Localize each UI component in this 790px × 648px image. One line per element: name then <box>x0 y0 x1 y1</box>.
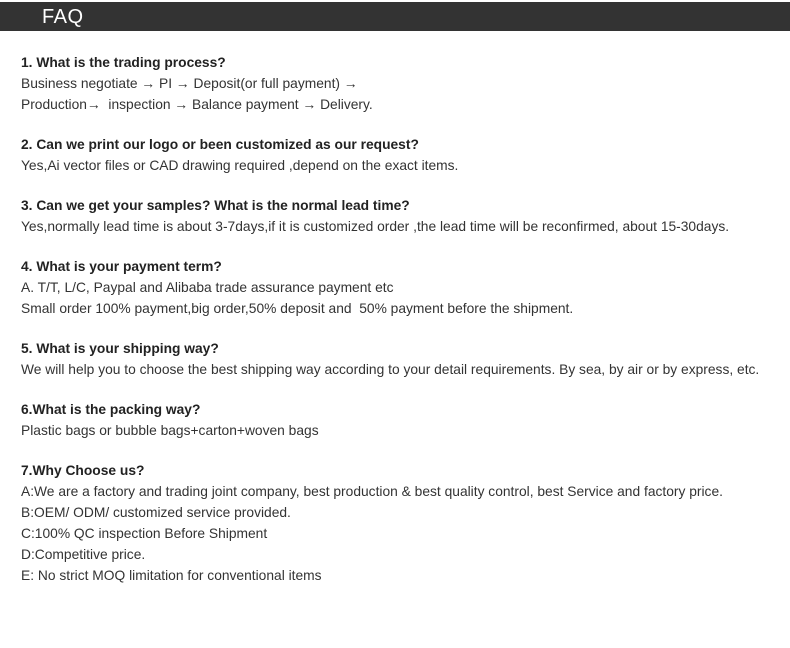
faq-item <box>21 256 786 319</box>
faq-answer-line: Plastic bags or bubble bags+carton+woven bags <box>21 423 319 438</box>
faq-question: 7.Why Choose us? <box>21 463 145 478</box>
faq-answer-line: B:OEM/ ODM/ customized service provided. <box>21 505 291 520</box>
faq-answer-line: A:We are a factory and trading joint company, best production & best quality control, best Service and factory price. <box>21 484 723 499</box>
faq-answer-line: C:100% QC inspection Before Shipment <box>21 526 268 541</box>
faq-question: 5. What is your shipping way? <box>21 341 219 356</box>
faq-answer-line: Yes,Ai vector files or CAD drawing required ,depend on the exact items. <box>21 158 459 173</box>
faq-answer-line: E: No strict MOQ limitation for conventional items <box>21 568 322 583</box>
faq-item <box>21 195 786 237</box>
faq-answer-line: Production→ inspection → Balance payment → Delivery. <box>21 97 373 112</box>
page-title: FAQ <box>42 6 84 28</box>
faq-header-bar <box>0 2 790 31</box>
faq-item <box>21 134 786 176</box>
faq-answer-line: D:Competitive price. <box>21 547 146 562</box>
faq-question: 1. What is the trading process? <box>21 55 226 70</box>
faq-item <box>21 460 786 586</box>
faq-list <box>21 52 786 605</box>
faq-question: 6.What is the packing way? <box>21 402 201 417</box>
faq-question: 2. Can we print our logo or been customized as our request? <box>21 137 419 152</box>
faq-question: 3. Can we get your samples? What is the normal lead time? <box>21 198 410 213</box>
faq-answer-line: A. T/T, L/C, Paypal and Alibaba trade assurance payment etc <box>21 280 394 295</box>
faq-question: 4. What is your payment term? <box>21 259 222 274</box>
faq-item <box>21 52 786 115</box>
faq-answer-line: Yes,normally lead time is about 3-7days,if it is customized order ,the lead time will be reconfirmed, about 15-30days. <box>21 219 730 234</box>
faq-answer-line: Business negotiate → PI → Deposit(or full payment) → <box>21 76 358 91</box>
faq-item <box>21 338 786 380</box>
faq-answer-line: We will help you to choose the best shipping way according to your detail requirements. By sea, by air or by express, etc. <box>21 362 760 377</box>
faq-item <box>21 399 786 441</box>
faq-answer-line: Small order 100% payment,big order,50% deposit and 50% payment before the shipment. <box>21 301 574 316</box>
